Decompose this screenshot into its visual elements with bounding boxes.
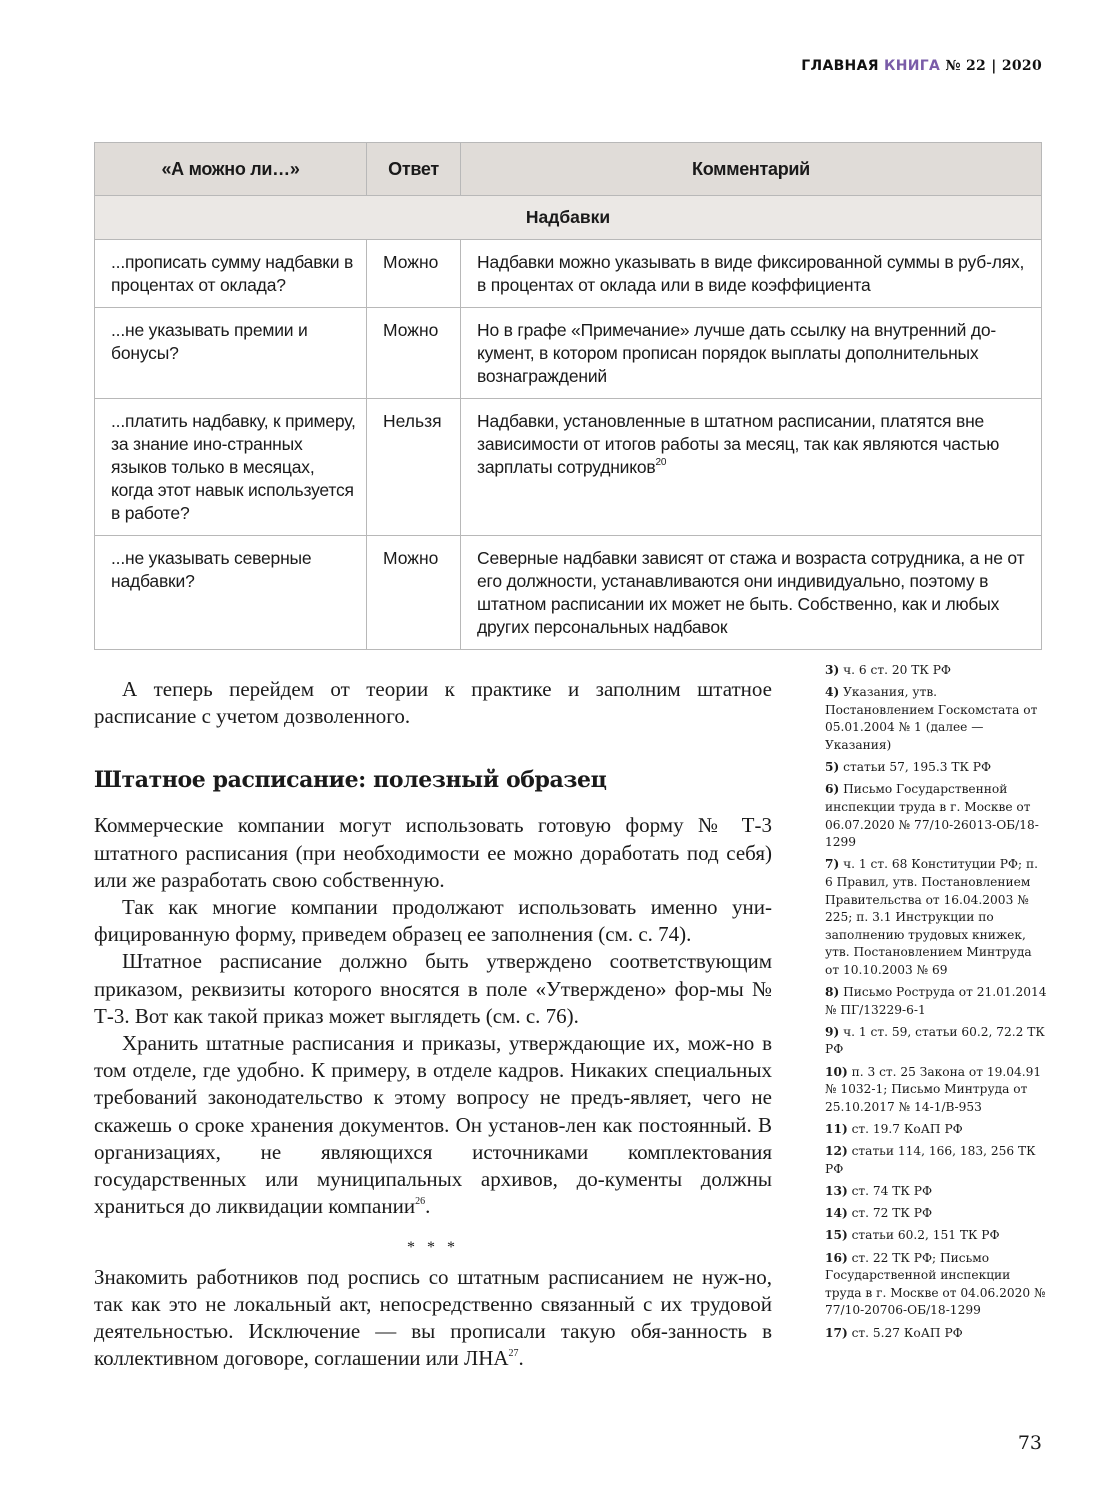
- footnote-item: [825, 759, 1047, 777]
- footnote-number: 8): [825, 985, 840, 1000]
- row-answer: Можно: [367, 308, 461, 399]
- footnote-item: [825, 1121, 1047, 1139]
- table-header-row: [95, 143, 1042, 196]
- footnotes-column: [825, 662, 1047, 1347]
- footnote-item: [825, 1325, 1047, 1343]
- footnote-text: ч. 6 ст. 20 ТК РФ: [843, 663, 952, 677]
- row-question: ...не указывать премии и бонусы?: [95, 308, 367, 399]
- footnote-item: [825, 1183, 1047, 1201]
- footnote-ref: 27: [508, 1348, 519, 1360]
- row-answer: Нельзя: [367, 399, 461, 536]
- section-heading: Штатное расписание: полезный образец: [94, 767, 607, 794]
- footnote-text: п. 3 ст. 25 Закона от 19.04.91 № 1032-1; Письмо Минтруда от 25.10.2017 № 14-1/В-953: [825, 1064, 1042, 1114]
- row-question: ...платить надбавку, к примеру, за знание ино-странных языков только в месяцах, когда этот навык используется в работе?: [95, 399, 367, 536]
- footnote-ref: 20: [655, 457, 667, 469]
- row-question: ...прописать сумму надбавки в процентах от оклада?: [95, 240, 367, 308]
- header-question: «А можно ли…»: [95, 143, 367, 196]
- footnote-number: 3): [825, 663, 840, 677]
- footnote-text: Указания, утв. Постановлением Госкомстата от 05.01.2004 № 1 (далее — Указания): [825, 685, 1038, 752]
- footnote-number: 7): [825, 857, 840, 872]
- footnote-text: ст. 5.27 КоАП РФ: [851, 1325, 963, 1340]
- closing-paragraph: Знакомить работников под роспись со штатным расписанием не нуж-но, так как это не локальный акт, непосредственно связанный с их трудовой деятельностью. Исключение — вы прописали такую обя-занность в коллективном договоре, соглашении или ЛНА$^{27}$.: [94, 1264, 772, 1371]
- row-question: ...не указывать северные надбавки?: [95, 536, 367, 650]
- footnote-number: 14): [825, 1206, 848, 1221]
- row-answer: Можно: [367, 240, 461, 308]
- table-section-row: [95, 196, 1042, 240]
- row-comment: Но в графе «Примечание» лучше дать ссылку на внутренний до-кумент, в котором прописан порядок выплаты дополнительных вознаграждений: [461, 308, 1042, 399]
- footnote-item: [825, 662, 1047, 680]
- footnote-text: Письмо Государственной инспекции труда в г. Москве от 06.07.2020 № 77/10-26013-ОБ/18-1299: [825, 782, 1039, 850]
- paragraph: Так как многие компании продолжают использовать именно уни-фицированную форму, приведем образец ее заполнения (см. с. 74).: [94, 895, 772, 947]
- footnote-text: ст. 74 ТК РФ: [851, 1183, 933, 1198]
- section-separator: * * *: [407, 1239, 459, 1257]
- qa-table: [94, 142, 1042, 650]
- row-comment: Надбавки, установленные в штатном расписании, платятся вне зависимости от итогов работы за месяц, так как являются частью зарплаты сотрудников$^{20}$: [461, 399, 1042, 536]
- footnote-item: [825, 781, 1047, 851]
- table-row: [95, 536, 1042, 650]
- paragraph: Хранить штатные расписания и приказы, утверждающие их, мож-но в том отделе, где удобно. К примеру, в отделе кадров. Никаких специальных требований законодательство к этому вопросу не предъ-являет, чего не скажешь о сроке хранения документов. Он установ-лен как постоянный. В организациях, не являющихся источниками комплектования государственных или муниципальных архивов, до-кументы должны храниться до ликвидации компании$^{26}$.: [94, 1031, 772, 1219]
- table-row: [95, 240, 1042, 308]
- footnote-item: [825, 1227, 1047, 1245]
- footnote-number: 11): [825, 1122, 848, 1136]
- footnote-number: 16): [825, 1250, 848, 1265]
- footnote-item: [825, 1024, 1047, 1059]
- row-comment: Северные надбавки зависят от стажа и возраста сотрудника, а не от его должности, устанавливаются они индивидуально, поэтому в штатном расписании их может не быть. Собственно, как и любых других персональных надбавок: [461, 536, 1042, 650]
- row-comment: Надбавки можно указывать в виде фиксированной суммы в руб-лях, в процентах от оклада или в виде коэффициента: [461, 240, 1042, 308]
- article-body: [94, 676, 772, 1372]
- masthead: [801, 58, 1042, 74]
- footnote-text: статьи 57, 195.3 ТК РФ: [843, 760, 992, 775]
- footnote-number: 9): [825, 1024, 840, 1039]
- masthead-issue: № 22 | 2020: [945, 58, 1042, 74]
- footnote-item: [825, 1143, 1047, 1178]
- footnote-text: ч. 1 ст. 59, статьи 60.2, 72.2 ТК РФ: [825, 1024, 1045, 1057]
- footnote-item: [825, 1064, 1047, 1117]
- footnote-text: ст. 19.7 КоАП РФ: [851, 1122, 963, 1136]
- paragraph: Коммерческие компании могут использовать готовую форму № Т-3 штатного расписания (при необходимости ее можно доработать под себя) или же разработать свою собственную.: [94, 813, 772, 892]
- footnote-text: ст. 72 ТК РФ: [851, 1206, 933, 1221]
- masthead-brand: ГЛАВНАЯ: [801, 58, 879, 74]
- footnote-item: [825, 1250, 1047, 1320]
- footnote-item: [825, 1205, 1047, 1223]
- footnote-item: [825, 684, 1047, 754]
- row-answer: Можно: [367, 536, 461, 650]
- footnote-number: 12): [825, 1144, 848, 1159]
- footnote-number: 17): [825, 1325, 848, 1340]
- footnote-number: 13): [825, 1183, 848, 1198]
- table-row: [95, 399, 1042, 536]
- intro-paragraph: А теперь перейдем от теории к практике и заполним штатное расписание с учетом дозволенного.: [94, 677, 772, 729]
- page-number: 73: [1017, 1432, 1042, 1454]
- paragraph: Штатное расписание должно быть утверждено соответствующим приказом, реквизиты которого вносятся в поле «Утверждено» фор-мы № Т-3. Вот как такой приказ может выглядеть (см. с. 76).: [94, 949, 772, 1028]
- footnote-ref: 26: [415, 1196, 426, 1208]
- footnote-number: 15): [825, 1228, 848, 1243]
- header-answer: Ответ: [367, 143, 461, 196]
- footnote-number: 6): [825, 782, 840, 797]
- footnote-item: [825, 856, 1047, 979]
- footnote-text: ч. 1 ст. 68 Конституции РФ; п. 6 Правил, утв. Постановлением Правительства от 16.04.2003 № 225; п. 3.1 Инструкции по заполнению трудовых книжек, утв. Постановлением Минтруда от 10.10.2003 № 69: [825, 857, 1039, 977]
- section-title: Надбавки: [95, 196, 1042, 240]
- masthead-brand-accent: КНИГА: [883, 58, 941, 74]
- footnote-number: 5): [825, 760, 840, 775]
- footnote-text: Письмо Роструда от 21.01.2014 № ПГ/13229-6-1: [825, 985, 1047, 1017]
- footnote-text: статьи 114, 166, 183, 256 ТК РФ: [825, 1144, 1036, 1176]
- table-row: [95, 308, 1042, 399]
- footnote-text: ст. 22 ТК РФ; Письмо Государственной инспекции труда в г. Москве от 04.06.2020 № 77/10-20706-ОБ/18-1299: [825, 1250, 1046, 1318]
- footnote-item: [825, 984, 1047, 1019]
- footnote-text: статьи 60.2, 151 ТК РФ: [851, 1228, 1000, 1243]
- footnote-number: 4): [825, 685, 840, 700]
- header-comment: Комментарий: [461, 143, 1042, 196]
- footnote-number: 10): [825, 1064, 848, 1079]
